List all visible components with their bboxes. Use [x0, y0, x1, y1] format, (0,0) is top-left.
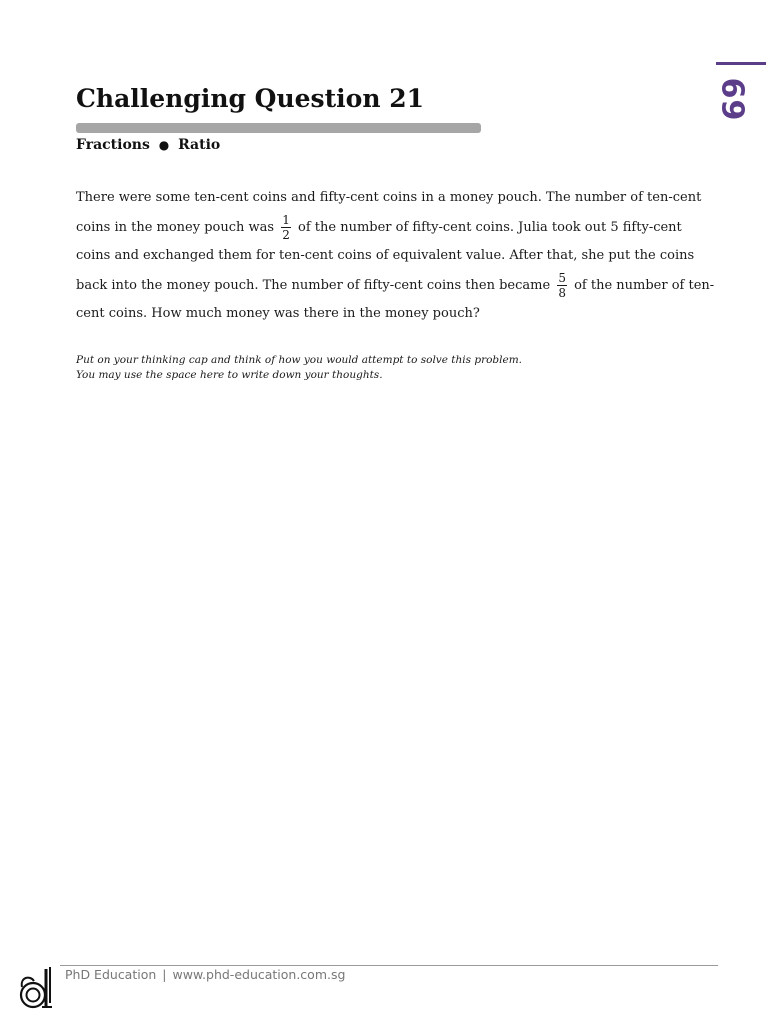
- fraction-five-eighths: [557, 271, 567, 300]
- question-body: [76, 184, 716, 329]
- thinking-hint: [76, 353, 522, 383]
- topic-separator-bullet: ●: [158, 138, 170, 152]
- title-underline-bar: [76, 123, 481, 133]
- hint-line-1: Put on your thinking cap and think of how you would attempt to solve this problem.: [76, 354, 522, 366]
- topic-fractions: Fractions: [76, 137, 150, 153]
- footer-separator: |: [162, 967, 167, 982]
- page-number-bar: [716, 62, 766, 65]
- question-title: Challenging Question 21: [76, 84, 425, 113]
- page-number: 69: [714, 77, 750, 122]
- fraction-numerator: 1: [282, 212, 290, 227]
- fraction-one-half: [281, 213, 291, 242]
- hint-line-2: You may use the space here to write down your thoughts.: [76, 369, 383, 381]
- topic-ratio: Ratio: [178, 137, 221, 153]
- topic-tags: [76, 137, 220, 153]
- fraction-numerator: 5: [558, 270, 566, 285]
- footer: [65, 967, 345, 982]
- page-number-tab: [716, 62, 766, 122]
- footer-org: PhD Education: [65, 967, 157, 982]
- footer-divider: [60, 965, 718, 966]
- phd-education-logo-icon: [16, 963, 56, 1011]
- fraction-denominator: 8: [558, 285, 566, 300]
- footer-url[interactable]: www.phd-education.com.sg: [172, 967, 346, 982]
- question-text-part3: of the number of ten-cent coins. How much money was there in the money pouch?: [76, 277, 715, 321]
- fraction-denominator: 2: [282, 227, 290, 242]
- question-text-part2: of the number of fifty-cent coins. Julia took out 5 fifty-cent coins and exchanged them for ten-cent coins of equivalent value. After that, she put the coins back into the money pouch. The number of fifty-cent coins then became: [76, 219, 695, 293]
- question-text-part1: There were some ten-cent coins and fifty-cent coins in a money pouch. The number of ten-cent coins in the money pouch was: [76, 190, 702, 235]
